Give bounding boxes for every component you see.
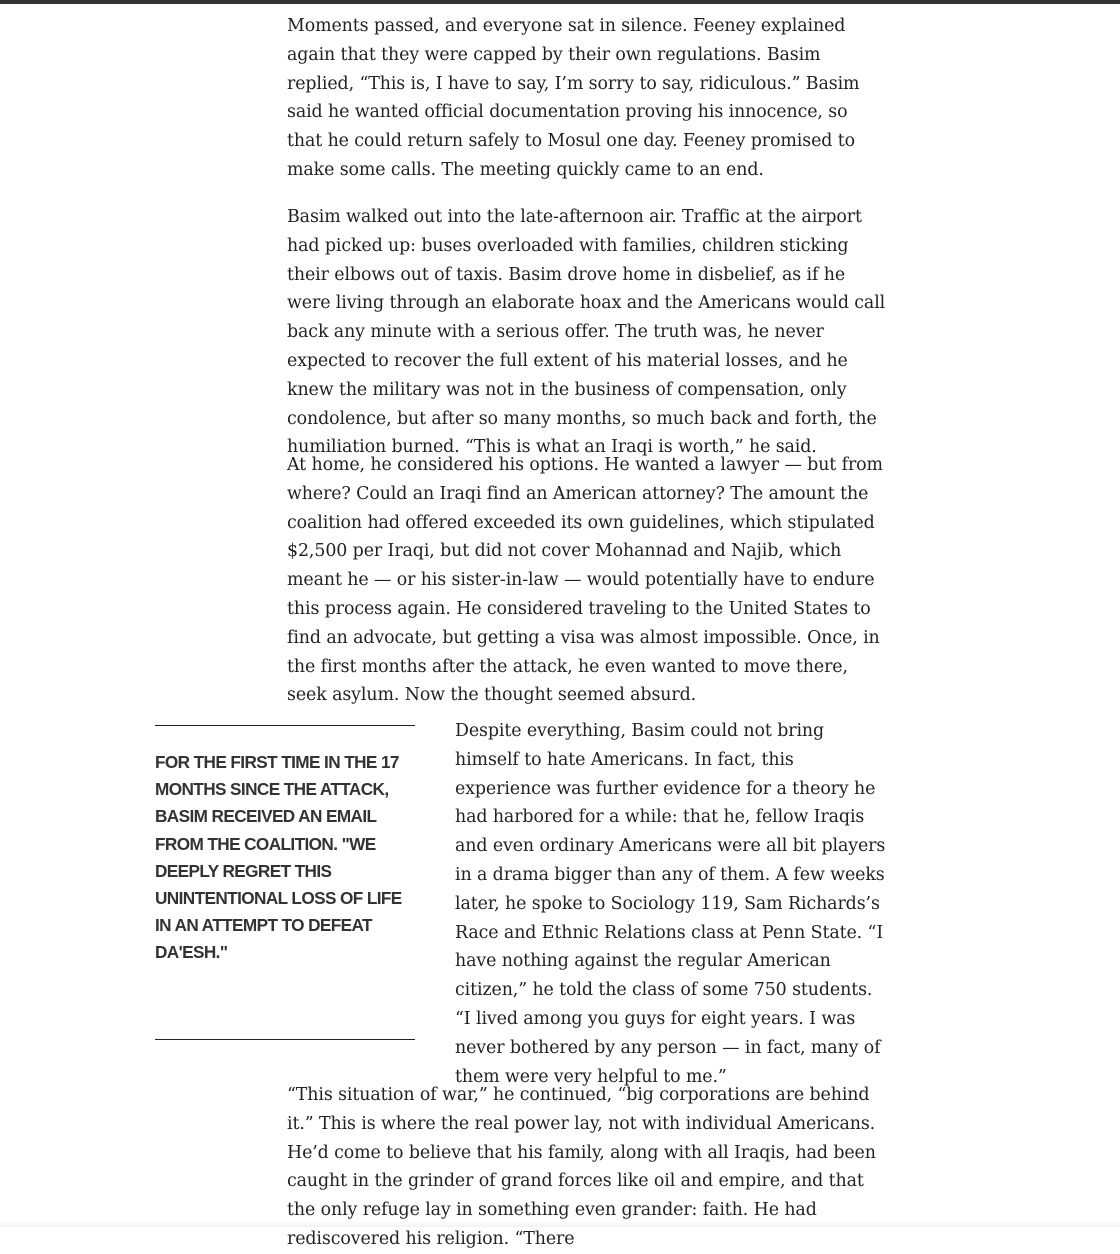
article-paragraph: “This situation of war,” he continued, “big corporations are behind it.” This is where the real power lay, not with individual Americans. He’d come to believe that his family, along with all Iraqis, had been caught in the grinder of grand forces like oil and empire, and that the only refuge lay in something even grander: faith. He had rediscovered his religion. “There	[287, 1085, 876, 1249]
article-paragraph: Despite everything, Basim could not bring himself to hate Americans. In fact, this experience was further evidence for a theory he had harbored for a while: that he, fellow Iraqis and even ordinary Americans were all bit players in a drama bigger than any of them. A few weeks later, he spoke to Sociology 119, Sam Richards’s Race and Ethnic Relations class at Penn State. “I have nothing against the regular American citizen,” he told the class of some 750 students. “I lived among you guys for eight years. I was never bothered by any person — in fact, many of them were very helpful to me.”	[455, 721, 886, 1087]
article-paragraph: Basim walked out into the late-afternoon air. Traffic at the airport had picked up: buses overloaded with families, children sticking their elbows out of taxis. Basim drove home in disbelief, as if he were living through an elaborate hoax and the Americans would call back any minute with a serious offer. The truth was, he never expected to recover the full extent of his material losses, and he knew the military was not in the business of compensation, only condolence, but after so many months, so much back and forth, the humiliation burned. “This is what an Iraqi is worth,” he said.	[287, 207, 886, 458]
article-paragraph: Moments passed, and everyone sat in silence. Feeney explained again that they were capped by their own regulations. Basim replied, “This is, I have to say, I’m sorry to say, ridiculous.” Basim said he wanted official documentation proving his innocence, so that he could return safely to Mosul one day. Feeney promised to make some calls. The meeting quickly came to an end.	[287, 16, 860, 180]
article-paragraph: At home, he considered his options. He wanted a lawyer — but from where? Could an Iraqi find an American attorney? The amount the coalition had offered exceeded its own guidelines, which stipulated $2,500 per Iraqi, but did not cover Mohannad and Najib, which meant he — or his sister-in-law — would potentially have to endure this process again. He considered traveling to the United States to find an advocate, but getting a visa was almost impossible. Once, in the first months after the attack, he even wanted to move there, seek asylum. Now the thought seemed absurd.	[287, 455, 883, 706]
pull-quote	[155, 725, 415, 1040]
pull-quote-text: FOR THE FIRST TIME IN THE 17 MONTHS SINCE THE ATTACK, BASIM RECEIVED AN EMAIL FROM THE COALITION. "WE DEEPLY REGRET THIS UNINTENTIONAL LOSS OF LIFE IN AN ATTEMPT TO DEFEAT DA'ESH."	[155, 752, 402, 963]
top-border	[0, 0, 1120, 4]
bottom-edge	[0, 1221, 1120, 1227]
